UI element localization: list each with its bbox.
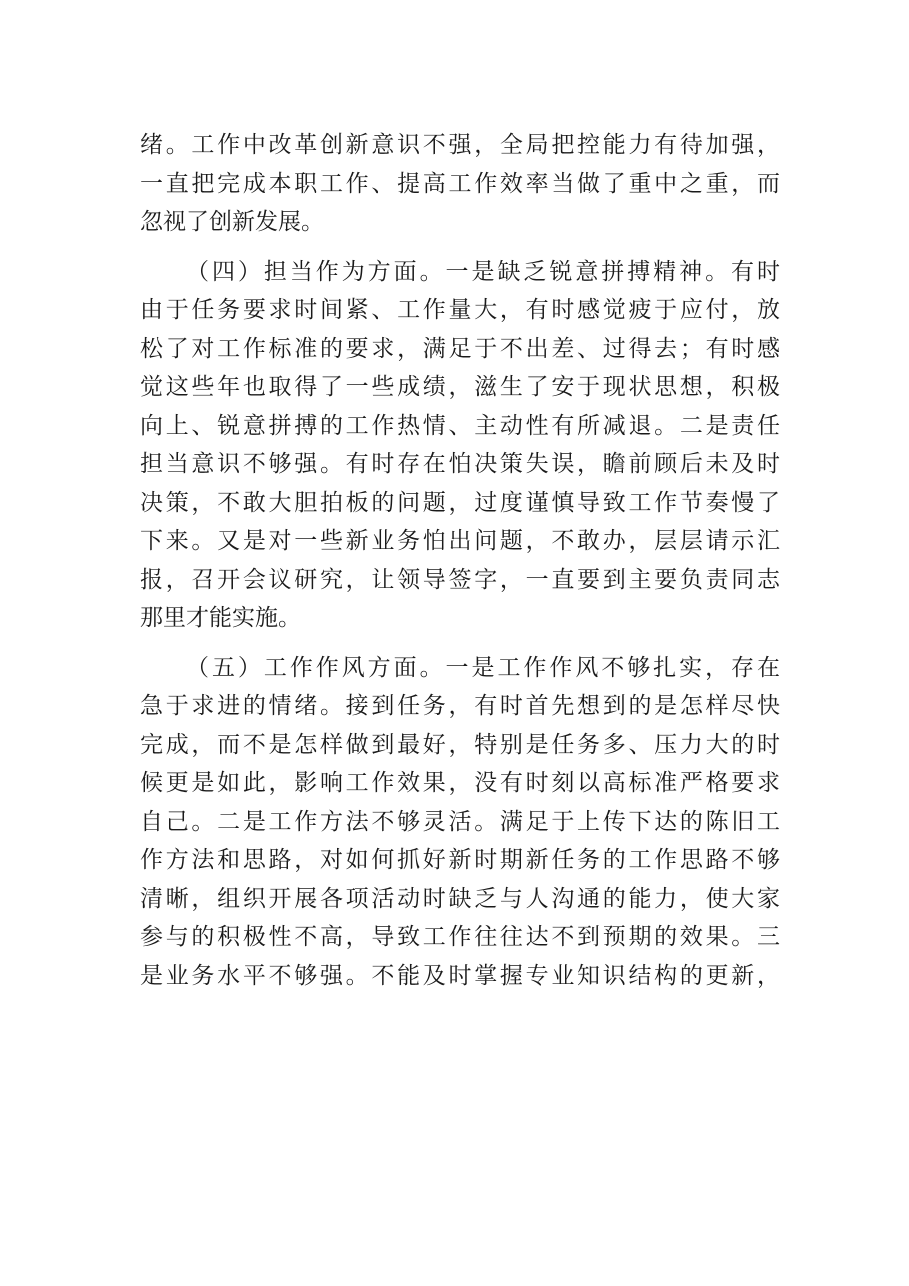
text-line: 担当意识不够强。有时存在怕决策失误，瞻前顾后未及时 — [140, 451, 780, 477]
text-line: 清晰，组织开展各项活动时缺乏与人沟通的能力，使大家 — [140, 885, 780, 912]
text-line: 松了对工作标准的要求，满足于不出差、过得去；有时感 — [140, 335, 780, 362]
document-body — [140, 126, 780, 995]
text-line: 是业务水平不够强。不能及时掌握专业知识结构的更新， — [140, 962, 780, 989]
text-line: 下来。又是对一些新业务怕出问题，不敢办，层层请示汇 — [140, 528, 780, 554]
text-line: 觉这些年也取得了一些成绩，滋生了安于现状思想，积极 — [140, 374, 780, 400]
text-line: 由于任务要求时间紧、工作量大，有时感觉疲于应付，放 — [140, 297, 780, 323]
text-line: 完成，而不是怎样做到最好，特别是任务多、压力大的时 — [140, 731, 780, 758]
text-line: 忽视了创新发展。 — [140, 209, 324, 235]
text-line: 向上、锐意拼搏的工作热情、主动性有所减退。二是责任 — [140, 412, 780, 439]
text-line: 那里才能实施。 — [140, 605, 301, 631]
paragraph-section-five — [140, 649, 780, 996]
text-line: 报，召开会议研究，让领导签字，一直要到主要负责同志 — [140, 566, 780, 593]
text-line: 急于求进的情绪。接到任务，有时首先想到的是怎样尽快 — [140, 693, 780, 719]
text-line: 决策，不敢大胆拍板的问题，过度谨慎导致工作节奏慢了 — [140, 489, 780, 516]
text-line: 一直把完成本职工作、提高工作效率当做了重中之重，而 — [140, 170, 780, 197]
section-heading-line: （五）工作作风方面。一是工作作风不够扎实，存在 — [186, 654, 780, 681]
text-line: 参与的积极性不高，导致工作往往达不到预期的效果。三 — [140, 924, 780, 950]
text-line: 候更是如此，影响工作效果，没有时刻以高标准严格要求 — [140, 770, 780, 796]
section-heading-line: （四）担当作为方面。一是缺乏锐意拼搏精神。有时 — [186, 258, 780, 285]
paragraph-continuation — [140, 126, 780, 242]
text-line: 自己。二是工作方法不够灵活。满足于上传下达的陈旧工 — [140, 808, 780, 835]
text-line: 作方法和思路，对如何抓好新时期新任务的工作思路不够 — [140, 847, 780, 873]
text-line: 绪。工作中改革创新意识不强，全局把控能力有待加强， — [140, 132, 780, 158]
paragraph-section-four — [140, 253, 780, 638]
